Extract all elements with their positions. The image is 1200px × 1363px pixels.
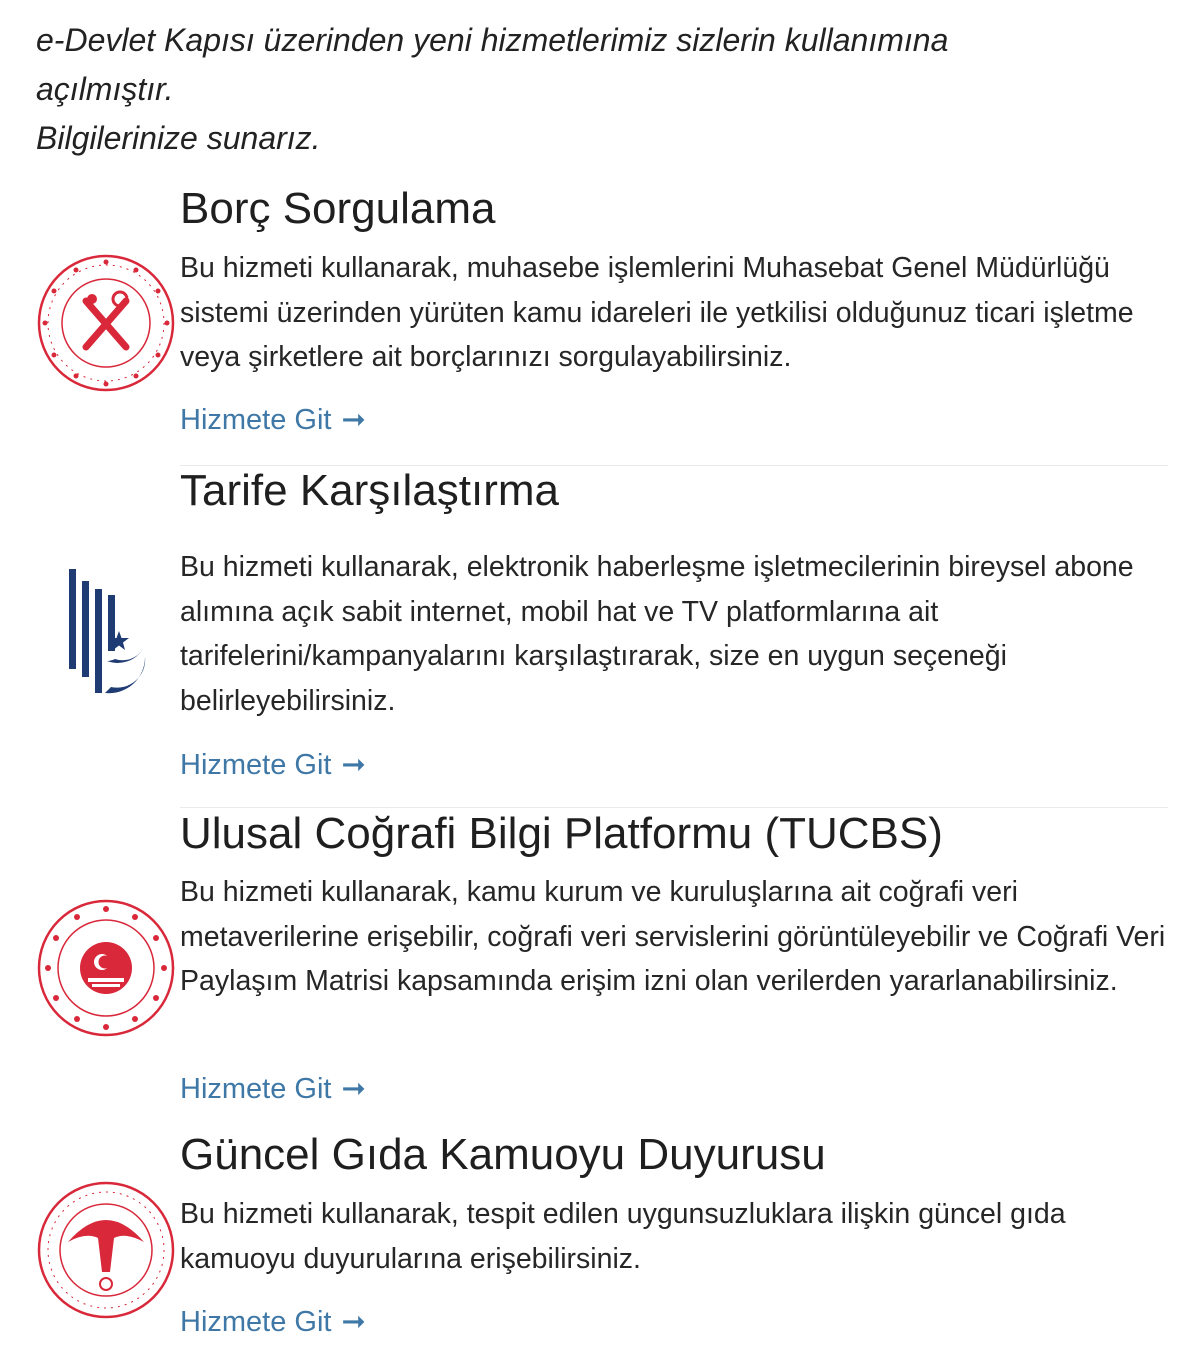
- service-title: Borç Sorgulama: [180, 184, 496, 233]
- arrow-right-icon: ➞: [341, 404, 366, 436]
- go-to-service-link[interactable]: [180, 402, 366, 438]
- service-title: Ulusal Coğrafi Bilgi Platformu (TUCBS): [180, 809, 943, 858]
- link-label: Hizmete Git: [180, 404, 332, 436]
- service-description: Bu hizmeti kullanarak, muhasebe işlemlerini Muhasebat Genel Müdürlüğü sistemi üzerinden yürüten kamu idareleri ile yetkilisi olduğunuz ticari işletme veya şirketlere ait borçlarınızı sorgulayabilirsiniz.: [180, 252, 1134, 373]
- service-title: Tarife Karşılaştırma: [180, 466, 559, 515]
- arrow-right-icon: ➞: [341, 1306, 366, 1338]
- intro-line-1: e-Devlet Kapısı üzerinden yeni hizmetlerimiz sizlerin kullanımına açılmıştır.: [36, 22, 949, 107]
- arrow-right-icon: ➞: [341, 749, 366, 781]
- treasury-finance-ministry-seal-icon: [36, 253, 176, 393]
- btk-logo-icon: [55, 565, 155, 705]
- service-description: Bu hizmeti kullanarak, tespit edilen uygunsuzluklara ilişkin güncel gıda kamuoyu duyurularına erişebilirsiniz.: [180, 1198, 1066, 1275]
- agriculture-forestry-ministry-seal-icon: [36, 1180, 176, 1320]
- service-description: Bu hizmeti kullanarak, kamu kurum ve kuruluşlarına ait coğrafi veri metaverilerine erişebilir, coğrafi veri servislerini görüntüleyebilir ve Coğrafi Veri Paylaşım Matrisi kapsamında erişim izni olan verilerden yararlanabilirsiniz.: [180, 876, 1166, 997]
- intro-text: [36, 16, 1046, 163]
- arrow-right-icon: ➞: [341, 1073, 366, 1105]
- go-to-service-link[interactable]: [180, 1071, 366, 1107]
- environment-urbanization-ministry-seal-icon: [36, 898, 176, 1038]
- service-title: Güncel Gıda Kamuoyu Duyurusu: [180, 1130, 826, 1179]
- link-label: Hizmete Git: [180, 749, 332, 781]
- service-description: Bu hizmeti kullanarak, elektronik haberleşme işletmecilerinin bireysel abone alımına açık sabit internet, mobil hat ve TV platformlarına ait tarifelerini/kampanyalarını karşılaştırarak, size en uygun seçeneği belirleyebilirsiniz.: [180, 551, 1134, 717]
- go-to-service-link[interactable]: [180, 747, 366, 783]
- link-label: Hizmete Git: [180, 1073, 332, 1105]
- go-to-service-link[interactable]: [180, 1304, 366, 1340]
- intro-line-2: Bilgilerinize sunarız.: [36, 120, 321, 156]
- link-label: Hizmete Git: [180, 1306, 332, 1338]
